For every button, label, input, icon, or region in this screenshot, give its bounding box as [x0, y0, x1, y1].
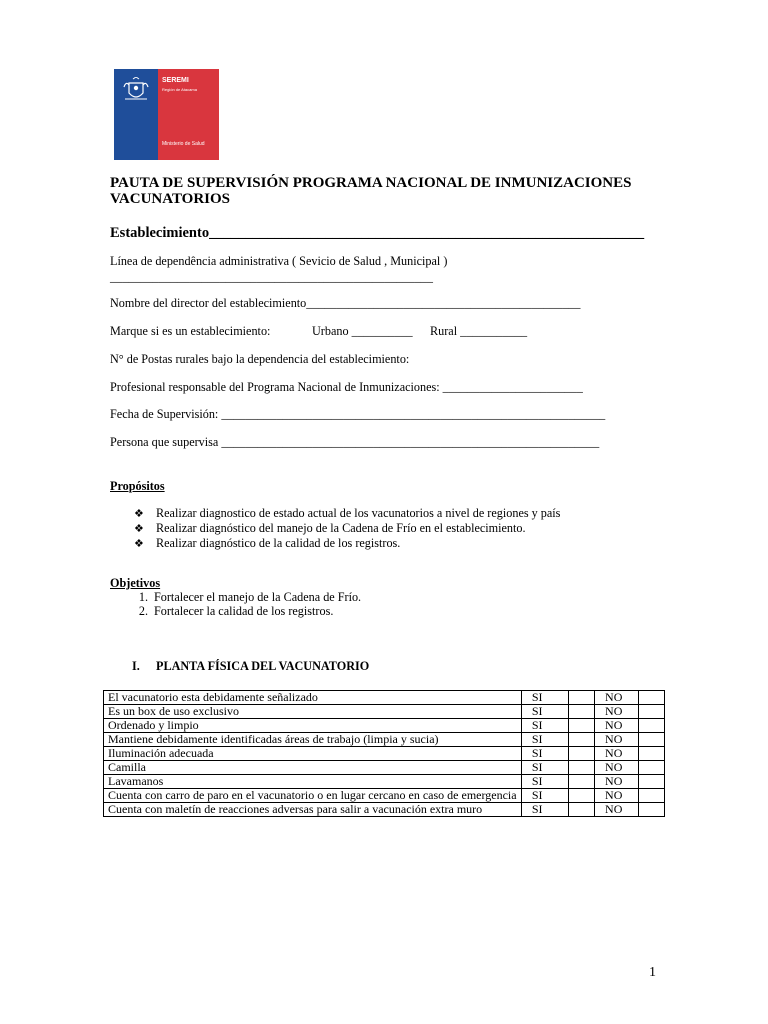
- no-checkbox[interactable]: [639, 747, 665, 761]
- logo-seremi: SEREMI: [162, 77, 189, 84]
- no-label: NO: [595, 747, 639, 761]
- no-label: NO: [595, 733, 639, 747]
- document-title-line2: VACUNATORIOS: [110, 191, 231, 207]
- urbano-field: Urbano __________: [312, 324, 413, 338]
- no-label: NO: [595, 789, 639, 803]
- si-label: SI: [521, 691, 568, 705]
- establecimiento-field: Establecimiento____________________________________________________________: [110, 225, 645, 241]
- no-label: NO: [595, 803, 639, 817]
- document-title-line1: PAUTA DE SUPERVISIÓN PROGRAMA NACIONAL DE INMUNIZACIONES: [110, 175, 632, 191]
- list-item: 1. Fortalecer el manejo de la Cadena de Frío.: [138, 590, 362, 604]
- list-item: 2. Fortalecer la calidad de los registros.: [138, 604, 334, 618]
- criterion-cell: Es un box de uso exclusivo: [104, 705, 522, 719]
- si-checkbox[interactable]: [569, 747, 595, 761]
- objetivos-list: [126, 590, 361, 618]
- no-checkbox[interactable]: [639, 719, 665, 733]
- si-checkbox[interactable]: [569, 691, 595, 705]
- no-checkbox[interactable]: [639, 775, 665, 789]
- criterion-cell: Cuenta con maletín de reacciones adversas para salir a vacunación extra muro: [104, 803, 522, 817]
- diamond-bullet-icon: ❖: [134, 523, 144, 535]
- no-checkbox[interactable]: [639, 789, 665, 803]
- si-checkbox[interactable]: [569, 775, 595, 789]
- table-row: [104, 705, 665, 719]
- logo-ministry: Ministerio de Salud: [162, 141, 205, 147]
- planta-fisica-table: [103, 690, 665, 817]
- criterion-cell: El vacunatorio esta debidamente señalizado: [104, 691, 522, 705]
- table-row: [104, 789, 665, 803]
- no-checkbox[interactable]: [639, 761, 665, 775]
- director-field: Nombre del director del establecimiento_____________________________________________: [110, 296, 581, 310]
- si-label: SI: [521, 803, 568, 817]
- fecha-field: Fecha de Supervisión: _______________________________________________________________: [110, 407, 606, 421]
- no-checkbox[interactable]: [639, 803, 665, 817]
- diamond-bullet-icon: ❖: [134, 538, 144, 550]
- table-row: [104, 691, 665, 705]
- dependencia-field: Línea de dependência administrativa ( Sevicio de Salud , Municipal ): [110, 254, 448, 268]
- logo-red-panel: [158, 69, 219, 160]
- no-label: NO: [595, 705, 639, 719]
- criterion-cell: Ordenado y limpio: [104, 719, 522, 733]
- si-label: SI: [521, 789, 568, 803]
- table-row: [104, 803, 665, 817]
- si-label: SI: [521, 733, 568, 747]
- rural-field: Rural ___________: [430, 324, 528, 338]
- no-label: NO: [595, 719, 639, 733]
- si-checkbox[interactable]: [569, 761, 595, 775]
- criterion-cell: Camilla: [104, 761, 522, 775]
- si-label: SI: [521, 705, 568, 719]
- page-number: 1: [649, 965, 656, 980]
- no-checkbox[interactable]: [639, 733, 665, 747]
- dependencia-blank-line: _____________________________________________________: [110, 270, 433, 284]
- list-item: ❖ Realizar diagnóstico de la calidad de los registros.: [134, 536, 401, 550]
- seremi-logo: [114, 69, 219, 160]
- si-label: SI: [521, 761, 568, 775]
- profesional-field: Profesional responsable del Programa Nacional de Inmunizaciones: _______________________: [110, 380, 583, 394]
- no-label: NO: [595, 761, 639, 775]
- criterion-cell: Lavamanos: [104, 775, 522, 789]
- logo-region: Región de Atacama: [162, 87, 197, 92]
- criterion-cell: Iluminación adecuada: [104, 747, 522, 761]
- postas-field: N° de Postas rurales bajo la dependencia del establecimiento:: [110, 352, 410, 366]
- no-checkbox[interactable]: [639, 691, 665, 705]
- no-label: NO: [595, 691, 639, 705]
- si-checkbox[interactable]: [569, 789, 595, 803]
- si-label: SI: [521, 719, 568, 733]
- section-title: PLANTA FÍSICA DEL VACUNATORIO: [156, 659, 370, 673]
- no-checkbox[interactable]: [639, 705, 665, 719]
- coat-of-arms-icon: [121, 77, 151, 103]
- si-label: SI: [521, 747, 568, 761]
- table-row: [104, 747, 665, 761]
- section-number: I.: [132, 659, 140, 673]
- table-row: [104, 761, 665, 775]
- propositos-list: [134, 506, 560, 551]
- criterion-cell: Mantiene debidamente identificadas áreas de trabajo (limpia y sucia): [104, 733, 522, 747]
- table-row: [104, 775, 665, 789]
- si-checkbox[interactable]: [569, 733, 595, 747]
- propositos-heading: Propósitos: [110, 479, 165, 493]
- si-checkbox[interactable]: [569, 719, 595, 733]
- criterion-cell: Cuenta con carro de paro en el vacunatorio o en lugar cercano en caso de emergencia: [104, 789, 522, 803]
- persona-field: Persona que supervisa ______________________________________________________________: [110, 435, 600, 449]
- list-item: ❖ Realizar diagnóstico del manejo de la Cadena de Frío en el establecimiento.: [134, 521, 526, 535]
- si-checkbox[interactable]: [569, 803, 595, 817]
- logo-blue-panel: [114, 69, 158, 160]
- si-label: SI: [521, 775, 568, 789]
- si-checkbox[interactable]: [569, 705, 595, 719]
- objetivos-heading: Objetivos: [110, 576, 161, 590]
- no-label: NO: [595, 775, 639, 789]
- table-row: [104, 719, 665, 733]
- marque-label: Marque si es un establecimiento:: [110, 324, 271, 338]
- table-row: [104, 733, 665, 747]
- list-item: ❖ Realizar diagnostico de estado actual de los vacunatorios a nivel de regiones y país: [134, 506, 561, 520]
- diamond-bullet-icon: ❖: [134, 508, 144, 520]
